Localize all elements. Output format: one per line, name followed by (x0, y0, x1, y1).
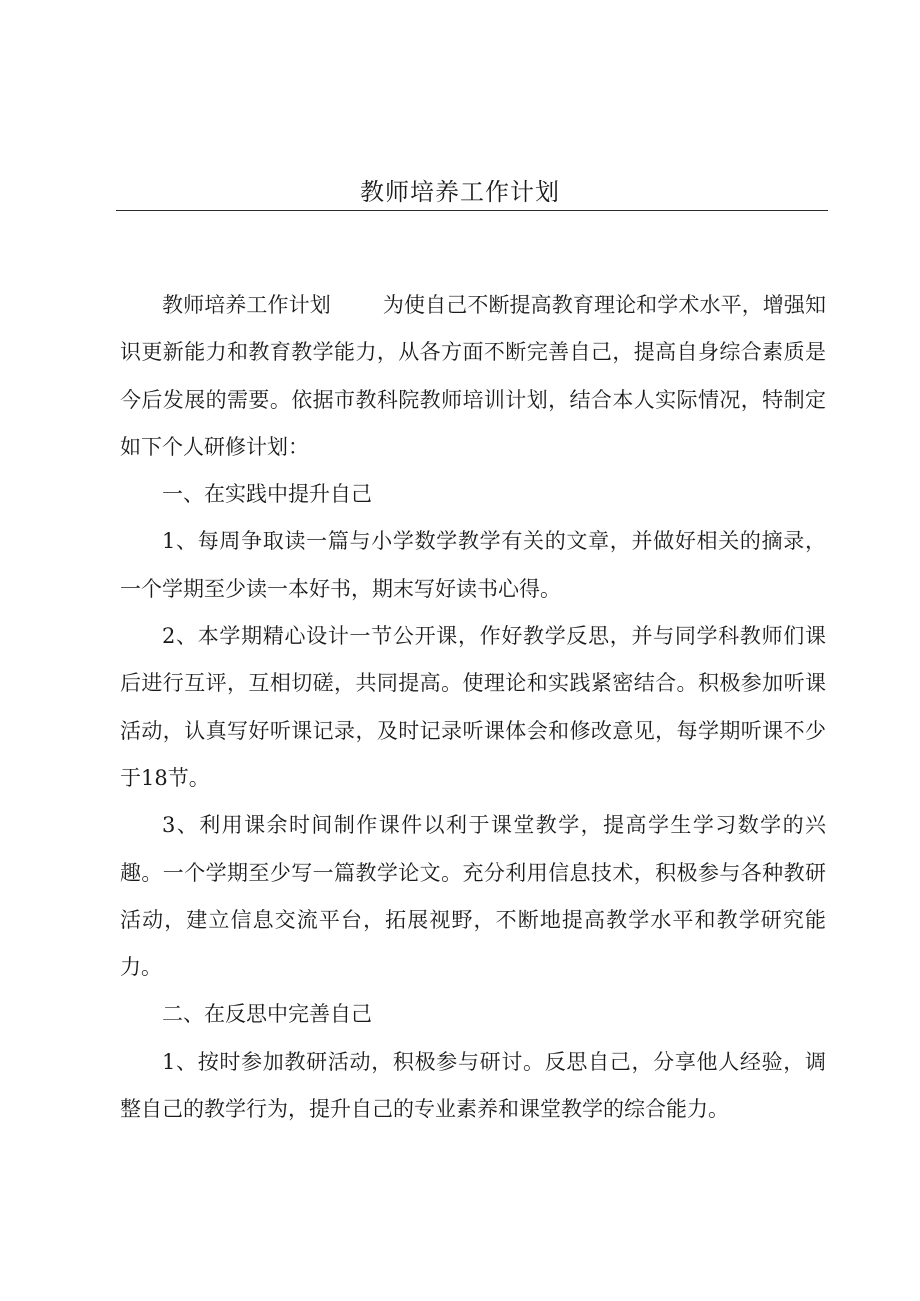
section-2-heading: 二、在反思中完善自己 (162, 1002, 372, 1027)
intro-heading: 教师培养工作计划 (162, 293, 331, 317)
title-underline (116, 210, 828, 211)
document-title: 教师培养工作计划 (360, 178, 560, 206)
document-body (120, 282, 826, 1133)
section-1-item-1: 1、每周争取读一篇与小学数学教学有关的文章，并做好相关的摘录，一个学期至少读一本好书，期末写好读书心得。 (120, 529, 826, 601)
section-1-heading: 一、在实践中提升自己 (162, 482, 372, 507)
section-1-item-2: 2、本学期精心设计一节公开课，作好教学反思，并与同学科教师们课后进行互评，互相切磋，共同提高。使理论和实践紧密结合。积极参加听课活动，认真写好听课记录，及时记录听课体会和修改意见，每学期听课不少于18节。 (120, 624, 826, 790)
section-1-item-3: 3、利用课余时间制作课件以利于课堂教学，提高学生学习数学的兴趣。一个学期至少写一篇教学论文。充分利用信息技术，积极参与各种教研活动，建立信息交流平台，拓展视野，不断地提高教学水平和教学研究能力。 (120, 813, 826, 980)
intro-text: 为使自己不断提高教育理论和学术水平，增强知识更新能力和教育教学能力，从各方面不断完善自己，提高自身综合素质是今后发展的需要。依据市教科院教师培训计划，结合本人实际情况，特制定如下个人研修计划： (120, 293, 826, 459)
section-2-item-1: 1、按时参加教研活动，积极参与研讨。反思自己，分享他人经验，调整自己的教学行为，提升自己的专业素养和课堂教学的综合能力。 (120, 1049, 826, 1122)
intro-paragraph (120, 282, 826, 471)
